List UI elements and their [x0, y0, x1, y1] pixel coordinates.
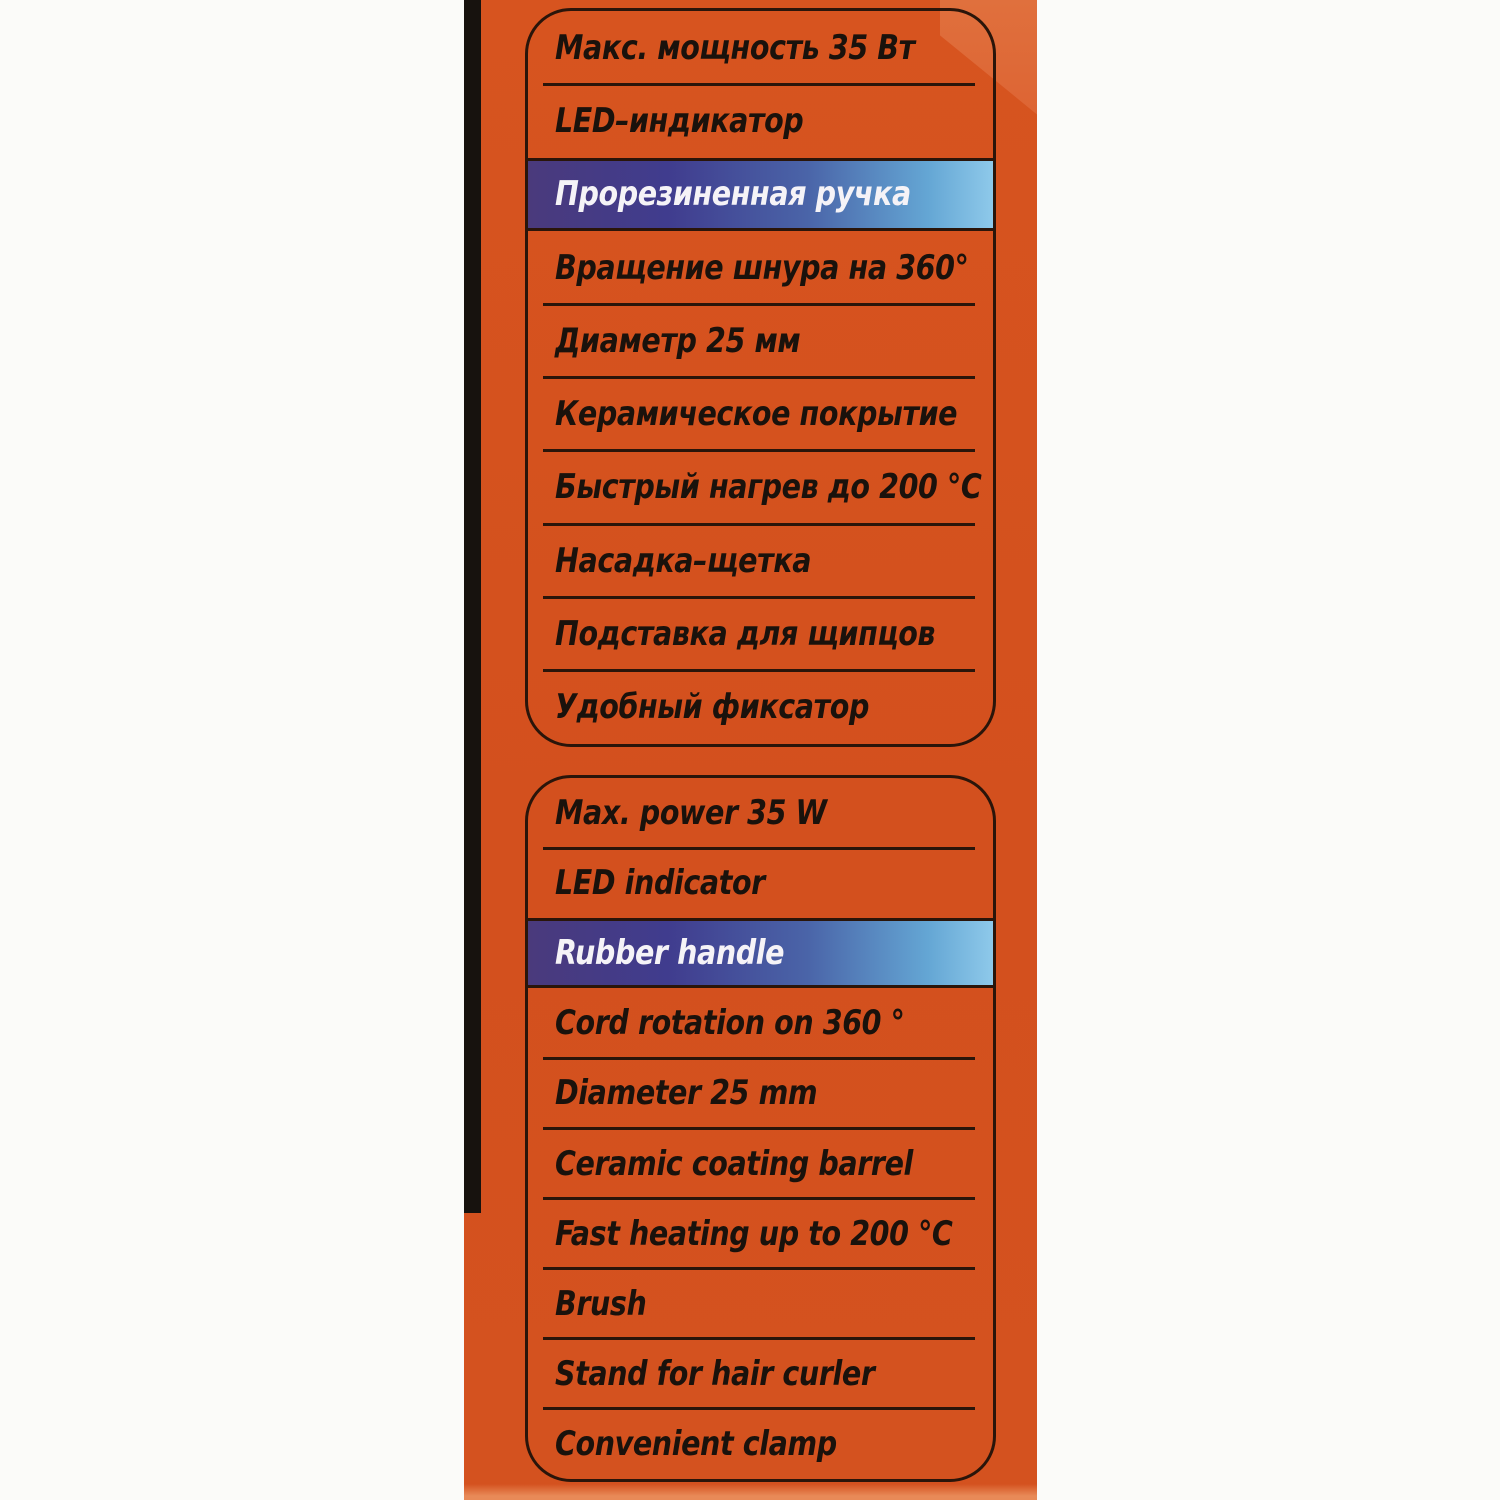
- box-bottom-edge-highlight: [464, 1484, 1037, 1500]
- feature-list-english: [525, 775, 996, 1482]
- feature-row: [528, 1409, 993, 1479]
- feature-text: Fast heating up to 200 °C: [555, 1213, 953, 1254]
- feature-text: Stand for hair curler: [555, 1353, 875, 1394]
- feature-text: Convenient clamp: [555, 1423, 837, 1464]
- feature-row: [528, 1269, 993, 1339]
- feature-list-russian: [525, 8, 996, 747]
- feature-row: [528, 304, 993, 377]
- feature-text: Ceramic coating barrel: [555, 1143, 913, 1184]
- feature-text: LED–индикатор: [555, 100, 804, 141]
- feature-text: Cord rotation on 360 °: [555, 1003, 905, 1044]
- feature-row: [528, 524, 993, 597]
- feature-row: [528, 988, 993, 1058]
- feature-row: [528, 597, 993, 670]
- feature-row: [528, 778, 993, 848]
- feature-text: Brush: [555, 1283, 647, 1324]
- feature-row: [528, 671, 993, 744]
- package-side-panel: [464, 0, 1037, 1500]
- feature-row: [528, 451, 993, 524]
- feature-row-highlighted: [528, 158, 993, 231]
- feature-text: Max. power 35 W: [555, 793, 827, 834]
- feature-text: Керамическое покрытие: [555, 394, 958, 435]
- feature-row: [528, 1199, 993, 1269]
- feature-row: [528, 11, 993, 84]
- feature-row: [528, 1339, 993, 1409]
- feature-row: [528, 231, 993, 304]
- feature-row: [528, 848, 993, 918]
- feature-text: Насадка–щетка: [555, 540, 812, 581]
- feature-text: Rubber handle: [555, 933, 785, 974]
- feature-row-highlighted: [528, 918, 993, 988]
- feature-text: Прорезиненная ручка: [555, 174, 911, 215]
- feature-row: [528, 84, 993, 157]
- feature-text: Удобный фиксатор: [555, 687, 870, 728]
- feature-text: Быстрый нагрев до 200 °C: [555, 467, 982, 508]
- feature-text: Подставка для щипцов: [555, 614, 936, 655]
- feature-row: [528, 1058, 993, 1128]
- feature-text: LED indicator: [555, 863, 765, 904]
- feature-text: Diameter 25 mm: [555, 1073, 818, 1114]
- box-edge-shadow: [464, 0, 481, 1213]
- feature-row: [528, 1128, 993, 1198]
- feature-text: Макс. мощность 35 Вт: [555, 27, 915, 68]
- feature-text: Диаметр 25 мм: [555, 320, 801, 361]
- feature-row: [528, 377, 993, 450]
- feature-text: Вращение шнура на 360°: [555, 247, 969, 288]
